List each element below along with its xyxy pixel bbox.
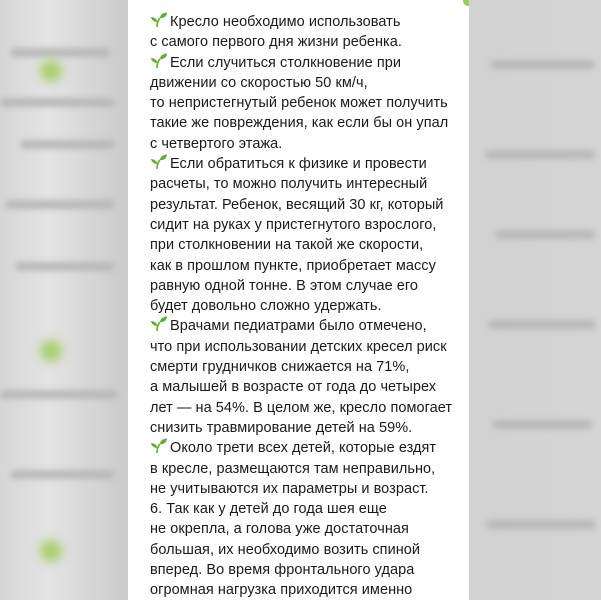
- line-text: будет довольно сложно удержать.: [150, 298, 382, 315]
- line-text: лет — на 54%. В целом же, кресло помогает: [150, 399, 453, 416]
- text-line: [150, 377, 463, 397]
- blurred-sprout-icon: [40, 340, 62, 362]
- line-text: сидит на руках у пристегнутого взрослого,: [150, 216, 437, 233]
- text-line: [150, 459, 463, 479]
- line-text: с самого первого дня жизни ребенка.: [150, 34, 402, 51]
- seedling-icon: [150, 154, 168, 170]
- text-line: [150, 398, 463, 418]
- line-text: как в прошлом пункте, приобретает массу: [150, 257, 436, 274]
- text-line: [150, 540, 463, 560]
- line-text: при столкновении на такой же скорости,: [150, 237, 424, 254]
- line-text: движении со скоростью 50 км/ч,: [150, 74, 368, 91]
- post-text: [150, 12, 463, 600]
- line-text: вперед. Во время фронтального удара: [150, 562, 415, 579]
- text-line: [150, 113, 463, 133]
- line-text: что при использовании детских кресел риск: [150, 338, 447, 355]
- text-line: [150, 357, 463, 377]
- seedling-icon: [150, 12, 168, 28]
- blurred-text-fragment: [488, 320, 596, 329]
- blurred-text-fragment: [0, 98, 115, 107]
- line-text: расчеты, то можно получить интересный: [150, 176, 428, 193]
- seedling-icon: [150, 316, 168, 332]
- blurred-text-fragment: [10, 470, 115, 479]
- line-text: снизить травмирование детей на 59%.: [150, 419, 413, 436]
- line-text: результат. Ребенок, весящий 30 кг, который: [150, 196, 444, 213]
- blurred-text-fragment: [15, 262, 115, 271]
- line-text: не учитываются их параметры и возраст.: [150, 480, 429, 497]
- text-line: [150, 519, 463, 539]
- text-line: [150, 134, 463, 154]
- blurred-sprout-icon: [40, 540, 62, 562]
- line-text: такие же повреждения, как если бы он упал: [150, 115, 449, 132]
- line-text: а малышей в возрасте от года до четырех: [150, 379, 437, 396]
- blurred-text-fragment: [485, 150, 595, 159]
- seedling-icon: [150, 53, 168, 69]
- blurred-text-fragment: [492, 420, 592, 429]
- line-text: смерти грудничков снижается на 71%,: [150, 359, 410, 376]
- text-line: [150, 479, 463, 499]
- paragraph-start-line: [150, 154, 463, 174]
- text-line: [150, 256, 463, 276]
- paragraph-start-line: [150, 438, 463, 458]
- text-line: [150, 235, 463, 255]
- text-line: [150, 296, 463, 316]
- blurred-text-fragment: [5, 200, 115, 209]
- line-text: в кресле, размещаются там неправильно,: [150, 460, 436, 477]
- line-text: Кресло необходимо использовать: [170, 14, 401, 30]
- line-text: огромная нагрузка приходится именно: [150, 582, 413, 599]
- line-text: Около трети всех детей, которые ездят: [170, 440, 437, 457]
- blurred-text-fragment: [20, 140, 115, 149]
- text-line: [150, 560, 463, 580]
- text-line: [150, 73, 463, 93]
- paragraph-start-line: [150, 316, 463, 336]
- seedling-icon: [150, 438, 168, 454]
- text-line: [150, 93, 463, 113]
- text-line: [150, 195, 463, 215]
- blurred-text-fragment: [495, 230, 595, 239]
- line-text: с четвертого этажа.: [150, 135, 283, 152]
- blurred-sprout-icon: [40, 60, 62, 82]
- text-line: [150, 337, 463, 357]
- corner-decoration: [463, 0, 469, 6]
- text-line: [150, 174, 463, 194]
- text-line: [150, 215, 463, 235]
- text-line: [150, 499, 463, 519]
- paragraph-start-line: [150, 53, 463, 73]
- line-text: равную одной тонне. В этом случае его: [150, 277, 419, 294]
- line-text: то непристегнутый ребенок может получить: [150, 95, 448, 112]
- line-text: большая, их необходимо возить спиной: [150, 541, 421, 558]
- blurred-text-fragment: [10, 48, 110, 57]
- text-line: [150, 276, 463, 296]
- text-line: [150, 32, 463, 52]
- blurred-text-fragment: [0, 390, 118, 399]
- blurred-text-fragment: [490, 60, 595, 69]
- text-line: [150, 580, 463, 600]
- line-text: Если случиться столкновение при: [170, 54, 402, 71]
- line-text: 6. Так как у детей до года шея еще: [150, 501, 387, 518]
- post-text-panel: [128, 0, 469, 600]
- line-text: Врачами педиатрами было отмечено,: [170, 318, 427, 335]
- line-text: не окрепла, а голова уже достаточная: [150, 521, 409, 538]
- blurred-text-fragment: [486, 520, 596, 529]
- paragraph-start-line: [150, 12, 463, 32]
- line-text: Если обратиться к физике и провести: [170, 156, 427, 173]
- text-line: [150, 418, 463, 438]
